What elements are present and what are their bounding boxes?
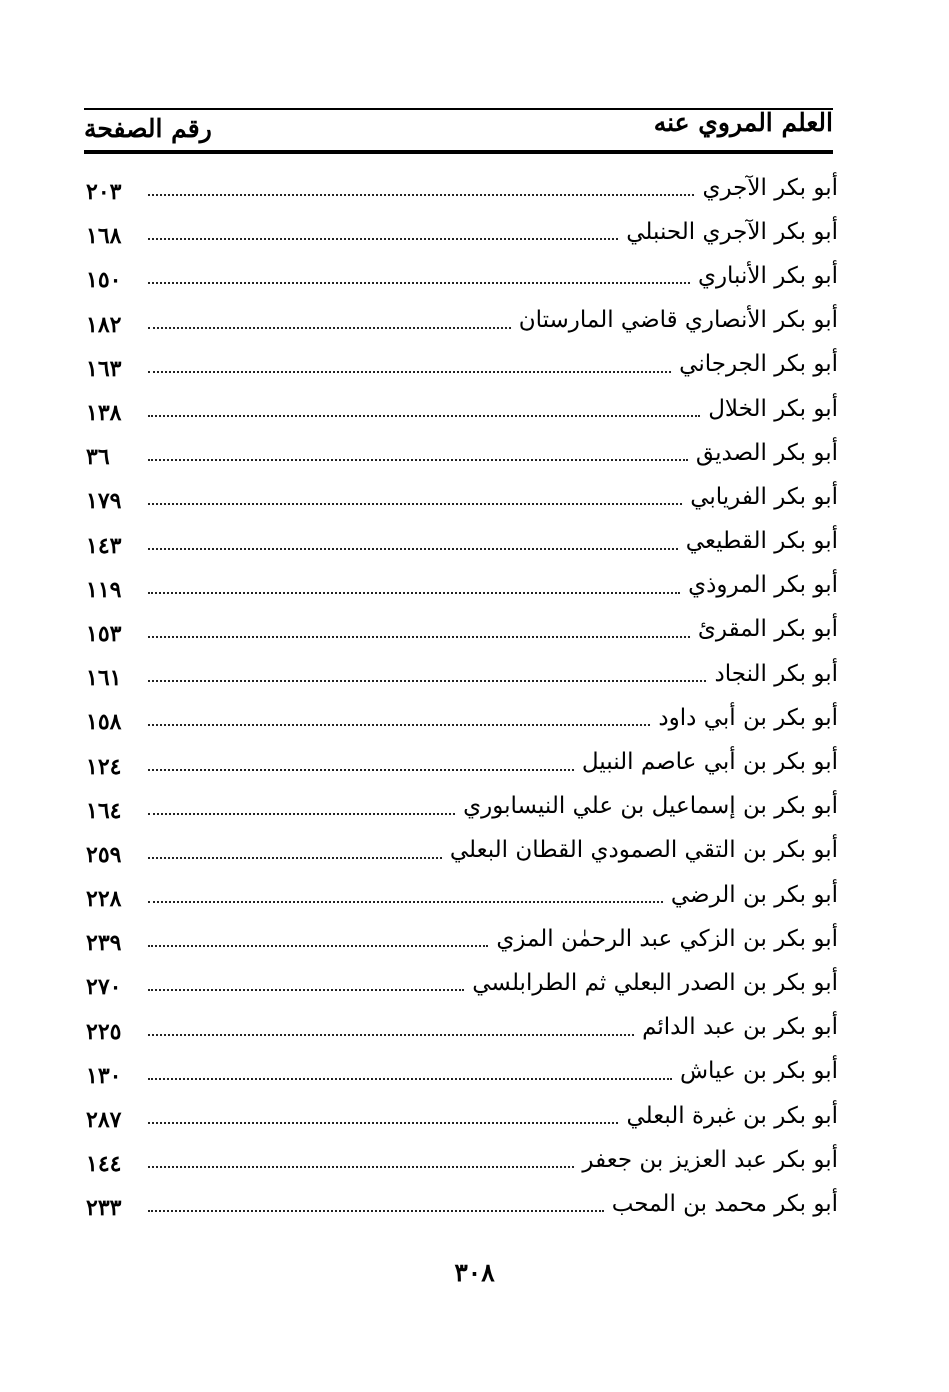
entry-page: ١٤٤ (86, 1151, 122, 1178)
dot-leader (148, 945, 488, 947)
entry-page: ١٣٨ (86, 400, 122, 427)
dot-leader (148, 636, 690, 638)
header-title: العلم المروي عنه (653, 108, 833, 137)
index-entry (86, 299, 838, 343)
index-entry (86, 1006, 838, 1050)
entry-name: أبو بكر بن إسماعيل بن علي النيسابوري (463, 793, 838, 820)
dot-leader (148, 592, 680, 594)
index-entry (86, 520, 838, 564)
index-entry (86, 210, 838, 254)
index-header (84, 104, 833, 152)
entry-name: أبو بكر محمد بن المحب (611, 1190, 838, 1217)
entry-name: أبو بكر بن غبرة البعلي (626, 1102, 838, 1129)
dot-leader (148, 238, 618, 240)
entry-page: ٢٢٨ (86, 886, 122, 913)
entry-page: ٣٦ (86, 444, 110, 471)
dot-leader (148, 901, 663, 903)
entry-name: أبو بكر بن أبي داود (658, 704, 838, 731)
entry-page: ٢٣٩ (86, 930, 122, 957)
entry-name: أبو بكر المقرئ (697, 616, 838, 643)
entry-name: أبو بكر النجاد (714, 660, 838, 687)
entry-page: ١١٩ (86, 576, 122, 603)
entry-page: ١٧٩ (86, 488, 122, 515)
index-entry (86, 343, 838, 387)
index-entry (86, 917, 838, 961)
index-entry (86, 254, 838, 298)
entry-page: ١٢٤ (86, 753, 122, 780)
dot-leader (148, 503, 682, 505)
index-entries (86, 166, 838, 1227)
header-bottom-rule (84, 150, 833, 154)
index-entry (86, 608, 838, 652)
entry-page: ١٦٤ (86, 797, 122, 824)
index-entry (86, 1050, 838, 1094)
entry-page: ٢٣٣ (86, 1195, 122, 1222)
dot-leader (148, 194, 694, 196)
dot-leader (148, 724, 650, 726)
entry-name: أبو بكر بن عياش (679, 1058, 838, 1085)
dot-leader (148, 1078, 672, 1080)
dot-leader (148, 415, 700, 417)
entry-name: أبو بكر الآجري (702, 174, 838, 201)
dot-leader (148, 813, 455, 815)
dot-leader (148, 989, 464, 991)
entry-name: أبو بكر الصديق (695, 439, 838, 466)
entry-page: ٢٠٣ (86, 179, 122, 206)
entry-page: ٢٨٧ (86, 1107, 122, 1134)
entry-name: أبو بكر بن أبي عاصم النبيل (581, 749, 838, 776)
entry-page: ٢٢٥ (86, 1018, 122, 1045)
index-entry (86, 431, 838, 475)
dot-leader (148, 1210, 604, 1212)
dot-leader (148, 282, 690, 284)
index-entry (86, 166, 838, 210)
entry-name: أبو بكر الفريابي (690, 483, 838, 510)
entry-page: ١٥٣ (86, 620, 122, 647)
index-entry (86, 475, 838, 519)
entry-page: ١٦٣ (86, 355, 122, 382)
entry-name: أبو بكر الأنباري (697, 262, 838, 289)
entry-page: ١٥٠ (86, 267, 122, 294)
index-entry (86, 961, 838, 1005)
entry-name: أبو بكر بن عبد الدائم (642, 1014, 838, 1041)
entry-name: أبو بكر الخلال (708, 395, 838, 422)
dot-leader (148, 1122, 618, 1124)
dot-leader (148, 769, 574, 771)
entry-name: أبو بكر المروذي (688, 572, 838, 599)
entry-page: ١٦١ (86, 665, 122, 692)
index-entry (86, 696, 838, 740)
index-entry (86, 740, 838, 784)
page-number: ٣٠٨ (454, 1258, 495, 1287)
header-page-label: رقم الصفحة (84, 114, 212, 143)
entry-page: ١٥٨ (86, 709, 122, 736)
entry-name: أبو بكر بن التقي الصمودي القطان البعلي (449, 837, 838, 864)
entry-page: ١٨٢ (86, 311, 122, 338)
index-entry (86, 564, 838, 608)
entry-name: أبو بكر الجرجاني (679, 351, 838, 378)
entry-page: ١٣٠ (86, 1062, 122, 1089)
index-entry (86, 1182, 838, 1226)
entry-name: أبو بكر بن الرضي (670, 881, 838, 908)
entry-page: ١٤٣ (86, 532, 122, 559)
index-entry (86, 873, 838, 917)
dot-leader (148, 680, 706, 682)
entry-name: أبو بكر الأنصاري قاضي المارستان (518, 307, 838, 334)
entry-name: أبو بكر الآجري الحنبلي (626, 218, 838, 245)
index-entry (86, 1094, 838, 1138)
entry-name: أبو بكر بن الزكي عبد الرحمٰن المزي (496, 925, 838, 952)
dot-leader (148, 459, 688, 461)
dot-leader (148, 548, 678, 550)
entry-name: أبو بكر بن الصدر البعلي ثم الطرابلسي (472, 969, 838, 996)
dot-leader (148, 371, 671, 373)
dot-leader (148, 327, 511, 329)
entry-page: ١٦٨ (86, 223, 122, 250)
index-entry (86, 652, 838, 696)
entry-page: ٢٧٠ (86, 974, 122, 1001)
entry-name: أبو بكر عبد العزيز بن جعفر (582, 1146, 838, 1173)
dot-leader (148, 1166, 574, 1168)
index-entry (86, 829, 838, 873)
dot-leader (148, 1034, 634, 1036)
entry-name: أبو بكر القطيعي (685, 528, 838, 555)
dot-leader (148, 857, 442, 859)
index-entry (86, 387, 838, 431)
index-entry (86, 785, 838, 829)
entry-page: ٢٥٩ (86, 841, 122, 868)
index-entry (86, 1138, 838, 1182)
